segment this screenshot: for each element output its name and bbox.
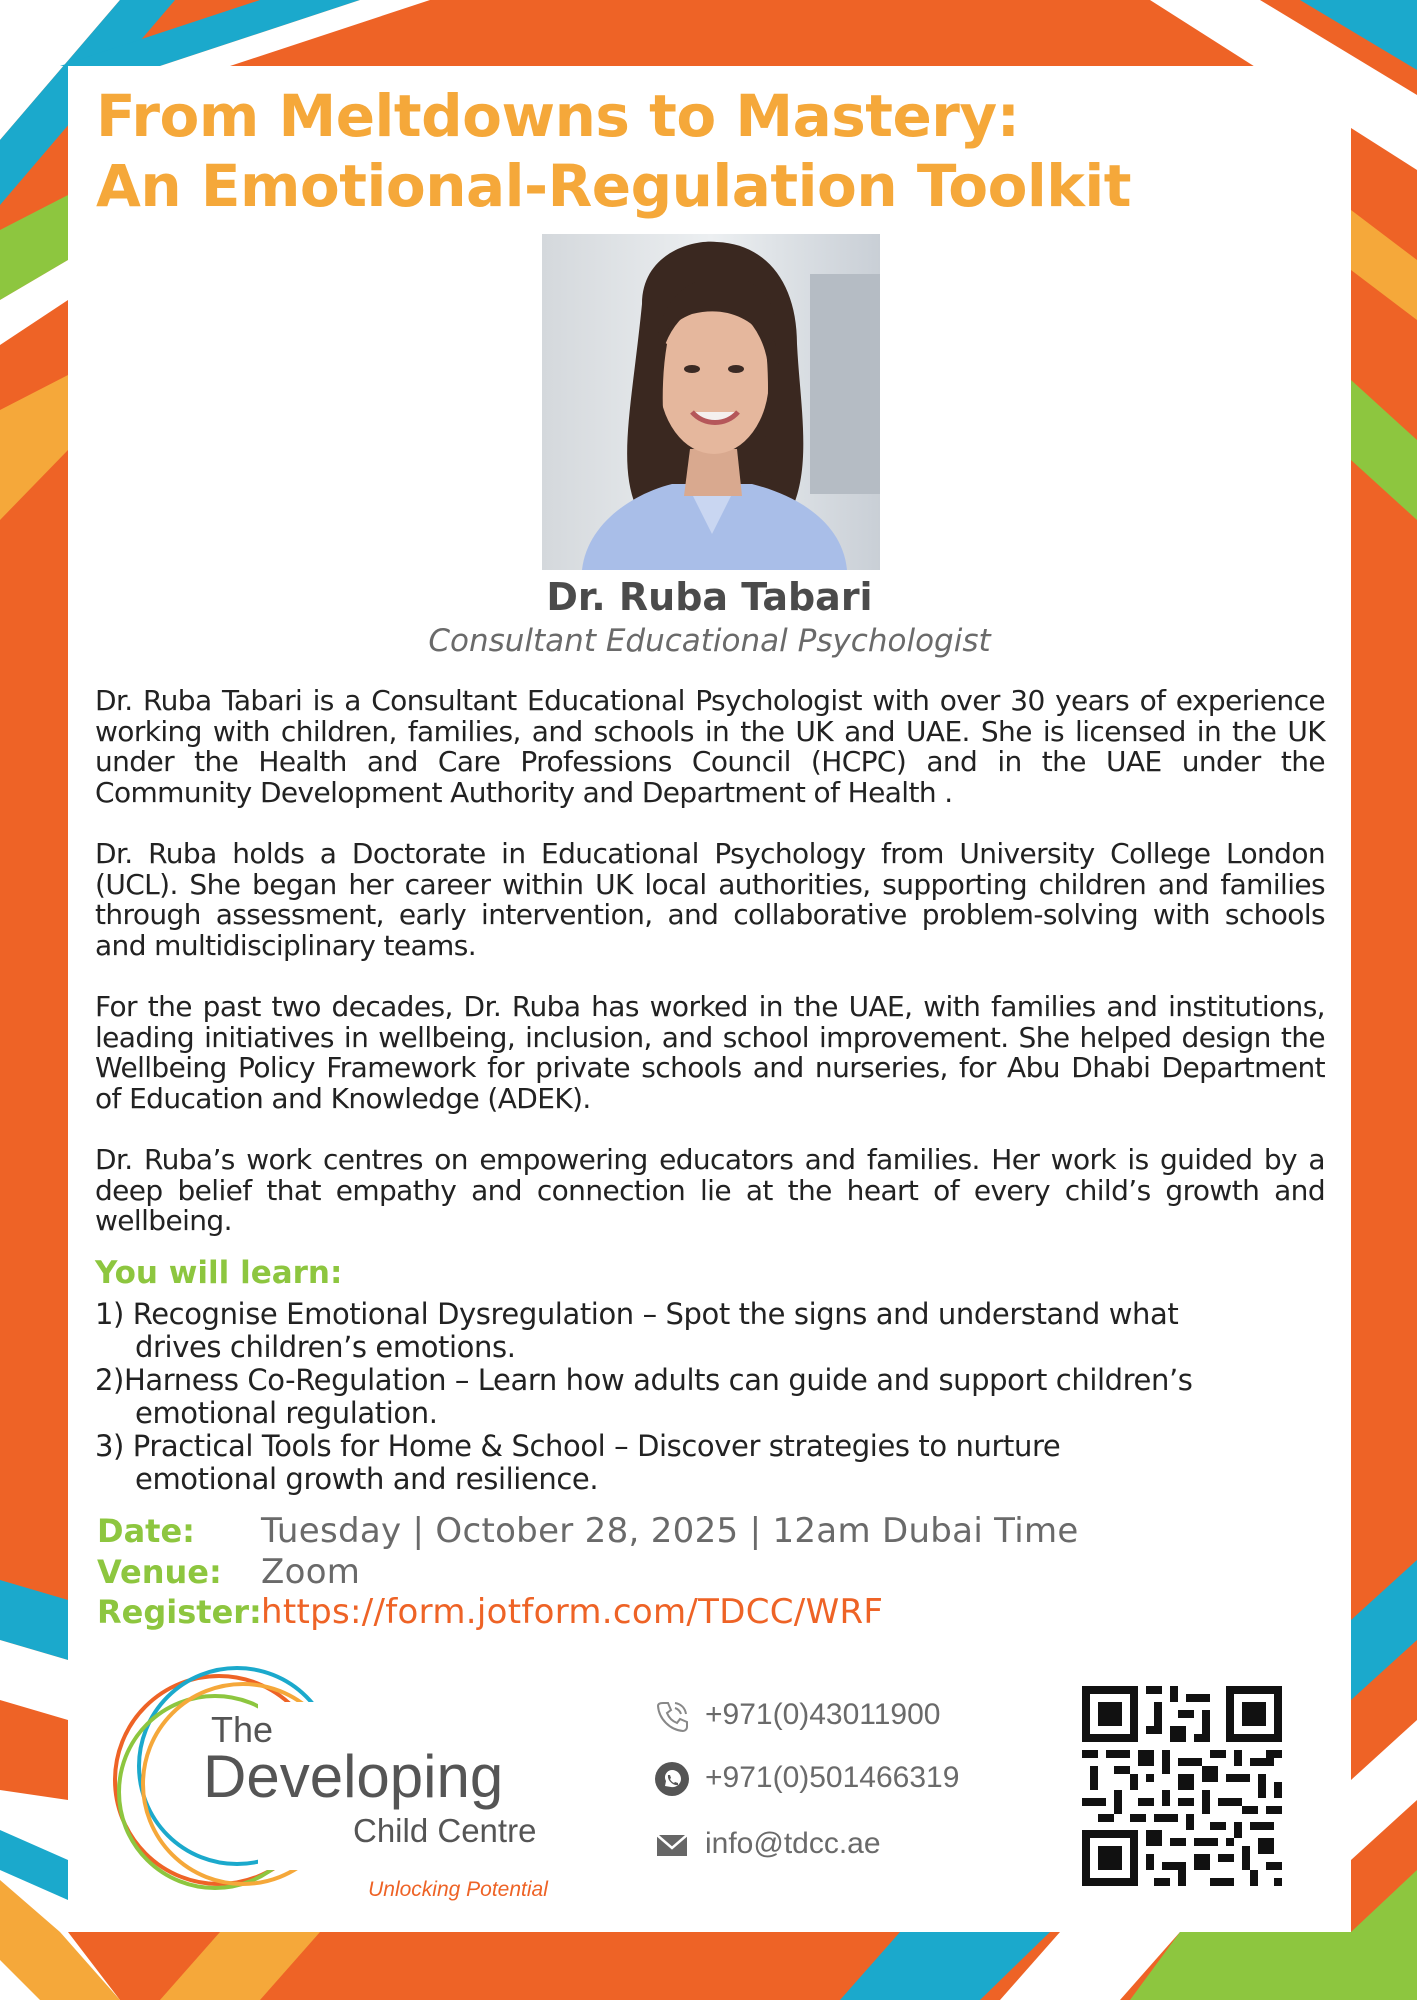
logo-tagline: Unlocking Potential — [368, 1878, 548, 1901]
logo-text-child-centre: Child Centre — [353, 1812, 537, 1849]
learn-item-line: drives children’s emotions. — [135, 1330, 516, 1364]
list-item — [95, 1298, 1335, 1364]
event-title-line-2: An Emotional-Regulation Toolkit — [96, 152, 1131, 220]
event-title — [96, 81, 1131, 221]
bio-paragraph-4: Dr. Ruba’s work centres on empowering educators and families. Her work is guided by a deep belief that empathy and connection lie at the heart of every child’s growth and wellbeing. — [95, 1143, 1325, 1237]
register-label: Register: — [97, 1593, 262, 1631]
learn-item-line: 1) Recognise Emotional Dysregulation – Spot the signs and understand what — [95, 1297, 1179, 1331]
bio-paragraph-2: Dr. Ruba holds a Doctorate in Educational Psychology from University College London (UCL). She began her career within UK local authorities, supporting children and families through assessment, early intervention, and collaborative problem-solving with schools and multidisciplinary teams. — [95, 837, 1325, 962]
venue-label: Venue: — [97, 1553, 222, 1591]
register-link[interactable]: https://form.jotform.com/TDCC/WRF — [261, 1592, 884, 1632]
content-card — [68, 66, 1351, 1932]
whatsapp-icon — [653, 1760, 691, 1798]
date-label: Date: — [97, 1512, 195, 1550]
date-value: Tuesday | October 28, 2025 | 12am Dubai Time — [261, 1511, 1079, 1551]
speaker-name: Dr. Ruba Tabari — [546, 575, 873, 619]
phone-number: +971(0)43011900 — [705, 1698, 941, 1731]
mail-icon — [653, 1826, 691, 1864]
learn-item-line: emotional growth and resilience. — [135, 1462, 599, 1496]
bio-paragraph-3: For the past two decades, Dr. Ruba has worked in the UAE, with families and institutions, leading initiatives in wellbeing, inclusion, and school improvement. She helped design the Wellbeing Policy Framework for private schools and nurseries, for Abu Dhabi Department of Education and Knowledge (ADEK). — [95, 990, 1325, 1115]
event-title-line-1: From Meltdowns to Mastery: — [96, 82, 1020, 150]
whatsapp-number: +971(0)501466319 — [705, 1761, 960, 1794]
learn-item-line: 2)Harness Co-Regulation – Learn how adults can guide and support children’s — [95, 1363, 1193, 1397]
logo-text-developing: Developing — [203, 1743, 504, 1810]
email-address: info@tdcc.ae — [705, 1827, 881, 1860]
learn-item-line: emotional regulation. — [135, 1396, 438, 1430]
bio-paragraph-1: Dr. Ruba Tabari is a Consultant Educational Psychologist with over 30 years of experience working with children, families, and schools in the UK and UAE. She is licensed in the UK under the Health and Care Professions Council (HCPC) and in the UAE under the Community Development Authority and Department of Health . — [95, 684, 1325, 809]
logo-text-the: The — [211, 1709, 274, 1750]
org-logo — [103, 1642, 613, 1912]
learn-item-line: 3) Practical Tools for Home & School – Discover strategies to nurture — [95, 1429, 1061, 1463]
learn-heading: You will learn: — [95, 1255, 343, 1291]
speaker-role: Consultant Educational Psychologist — [428, 623, 991, 659]
list-item — [95, 1430, 1335, 1496]
phone-icon — [653, 1697, 691, 1735]
venue-value: Zoom — [261, 1552, 361, 1592]
learn-list — [95, 1298, 1335, 1496]
qr-code[interactable] — [1081, 1686, 1283, 1886]
list-item — [95, 1364, 1335, 1430]
speaker-portrait-image — [542, 234, 880, 570]
